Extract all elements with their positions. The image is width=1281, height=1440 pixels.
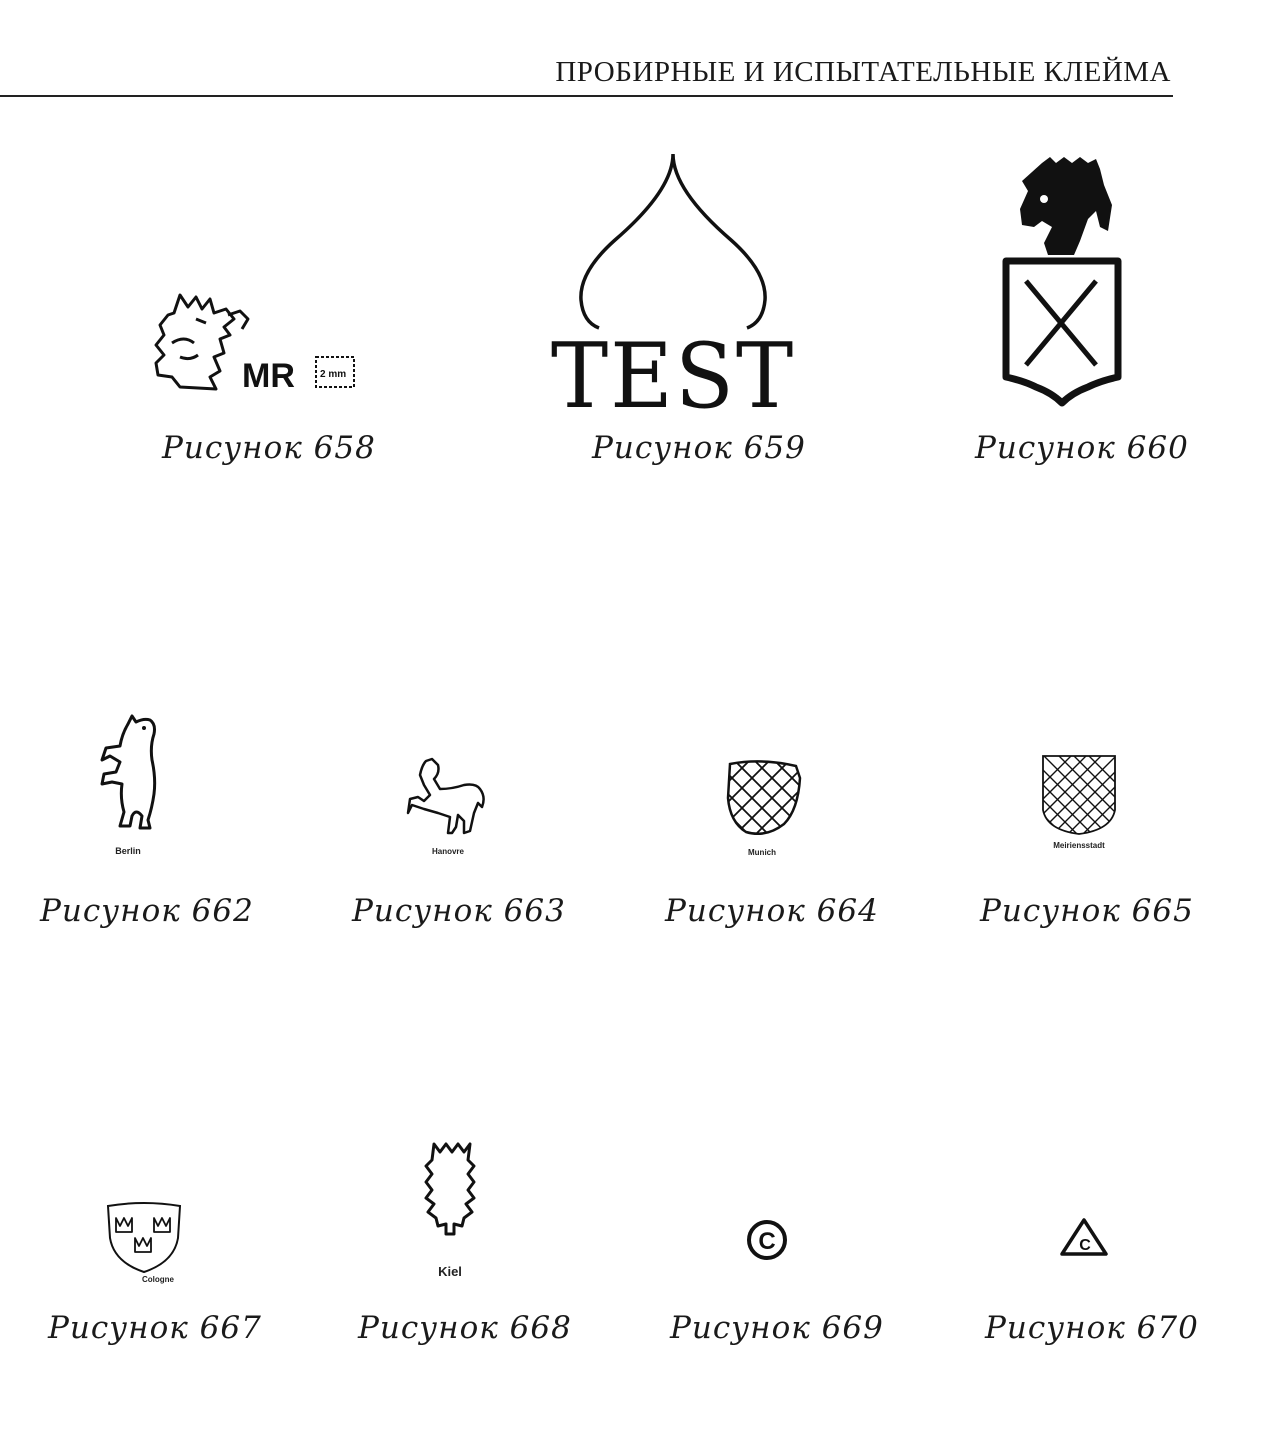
caption-663: Рисунок 663 — [352, 893, 566, 929]
caption-659: Рисунок 659 — [592, 430, 806, 466]
caption-668: Рисунок 668 — [358, 1310, 572, 1346]
nettle-leaf-mark-icon — [420, 1138, 480, 1283]
kiel-mark-text: Kiel — [438, 1264, 462, 1279]
cologne-mark-text: Cologne — [142, 1275, 174, 1284]
caption-669: Рисунок 669 — [670, 1310, 884, 1346]
figure-662 — [92, 712, 172, 860]
hanovre-mark-text: Hanovre — [431, 847, 465, 856]
berlin-mark-text: Berlin — [115, 846, 141, 856]
running-head: ПРОБИРНЫЕ И ИСПЫТАТЕЛЬНЫЕ КЛЕЙМА — [555, 56, 1171, 88]
meiriensstadt-mark-text: Meiriensstadt — [1053, 841, 1105, 850]
figure-663 — [400, 755, 495, 860]
caption-665: Рисунок 665 — [980, 893, 1194, 929]
triangle-c-letter: C — [1079, 1237, 1091, 1254]
figure-658 — [150, 285, 365, 400]
caption-667: Рисунок 667 — [48, 1310, 262, 1346]
circled-c-mark-icon — [745, 1218, 790, 1263]
figure-660 — [1000, 155, 1125, 405]
eagle-shield-x-mark-icon — [1000, 155, 1125, 405]
caption-658: Рисунок 658 — [162, 430, 376, 466]
munich-mark-text: Munich — [748, 848, 776, 857]
circled-c-letter: C — [758, 1228, 776, 1255]
caption-662: Рисунок 662 — [40, 893, 254, 929]
figure-664 — [722, 758, 807, 860]
lion-head-mark-icon — [150, 285, 365, 400]
onion-dome-mark-icon — [550, 150, 796, 429]
bear-mark-icon — [92, 712, 172, 860]
lattice-shield-mark-icon — [1035, 752, 1130, 852]
figure-665 — [1035, 752, 1130, 852]
test-mark-text: TEST — [550, 323, 796, 429]
figure-668 — [420, 1138, 480, 1283]
lozenge-shield-mark-icon — [722, 758, 807, 860]
triangle-c-mark-icon — [1058, 1216, 1110, 1260]
figure-667 — [102, 1200, 187, 1288]
caption-664: Рисунок 664 — [665, 893, 879, 929]
caption-670: Рисунок 670 — [985, 1310, 1199, 1346]
mr-mark-text: MR — [242, 357, 295, 395]
header-rule — [0, 95, 1173, 97]
caption-660: Рисунок 660 — [975, 430, 1189, 466]
figure-659 — [550, 150, 796, 429]
figure-669 — [745, 1218, 790, 1263]
mm-mark-text: 2 mm — [320, 369, 347, 380]
horse-mark-icon — [400, 755, 495, 860]
three-crowns-shield-mark-icon — [102, 1200, 187, 1288]
figure-670 — [1058, 1216, 1110, 1260]
